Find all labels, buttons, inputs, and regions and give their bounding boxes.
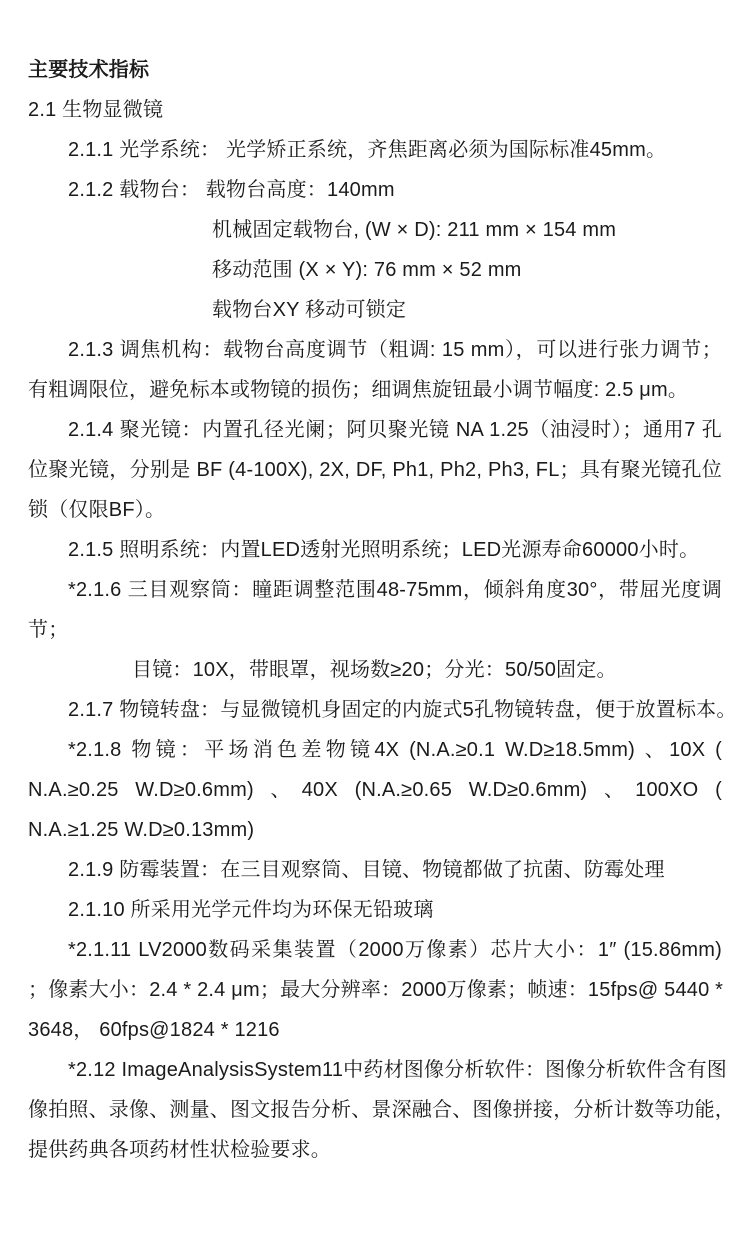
spec-item-2-12 (28, 1050, 735, 1170)
spec-item-2-1-9 (28, 850, 722, 890)
spec-line: 节； (28, 619, 69, 641)
spec-item-2-1-6 (28, 570, 722, 690)
doc-title: 主要技术指标 (28, 59, 150, 81)
spec-item-2-1-7 (28, 690, 737, 730)
spec-line: *2.12 ImageAnalysisSystem11中药材图像分析软件：图像分析软件含有图 (68, 1059, 727, 1081)
spec-line: 2.1.3 调焦机构：载物台高度调节（粗调: 15 mm），可以进行张力调节； (68, 339, 722, 361)
spec-line: 2.1.1 光学系统： 光学矫正系统，齐焦距离必须为国际标准45mm。 (68, 139, 667, 161)
spec-line: N.A.≥1.25 W.D≥0.13mm) (28, 819, 255, 841)
spec-line: 移动范围 (X × Y): 76 mm × 52 mm (212, 259, 522, 281)
spec-line: *2.1.6 三目观察筒：瞳距调整范围48-75mm，倾斜角度30°，带屈光度调 (68, 579, 722, 601)
spec-item-2-1-10 (28, 890, 722, 930)
spec-line: 有粗调限位，避免标本或物镜的损伤；细调焦旋钮最小调节幅度: 2.5 μm。 (28, 379, 689, 401)
spec-item-2-1-3 (28, 330, 722, 410)
spec-line: N.A.≥0.25 W.D≥0.6mm) 、40X (N.A.≥0.65 W.D≥0.6mm) 、100XO ( (28, 779, 722, 801)
spec-line: 2.1.4 聚光镜：内置孔径光阑；阿贝聚光镜 NA 1.25（油浸时）；通用7 孔 (68, 419, 722, 441)
spec-line: 2.1.10 所采用光学元件均为环保无铅玻璃 (68, 899, 434, 921)
spec-item-2-1-2 (28, 170, 722, 330)
spec-line: ；像素大小：2.4 * 2.4 μm；最大分辨率：2000万像素；帧速：15fps@ 5440 * (28, 979, 724, 1001)
spec-line: 2.1.9 防霉装置：在三目观察筒、目镜、物镜都做了抗菌、防霉处理 (68, 859, 665, 881)
spec-line: 2.1.2 载物台： 载物台高度：140mm (68, 179, 395, 201)
spec-line: *2.1.11 LV2000数码采集装置（2000万像素）芯片大小：1″ (15.86mm) (68, 939, 722, 961)
spec-line: 锁（仅限BF）。 (28, 499, 166, 521)
spec-line: 2.1.5 照明系统：内置LED透射光照明系统；LED光源寿命60000小时。 (68, 539, 700, 561)
spec-line: *2.1.8 物镜：平场消色差物镜4X (N.A.≥0.1 W.D≥18.5mm) 、10X ( (68, 739, 722, 761)
spec-line: 载物台XY 移动可锁定 (212, 299, 407, 321)
spec-line: 像拍照、录像、测量、图文报告分析、景深融合、图像拼接，分析计数等功能， (28, 1099, 735, 1121)
spec-line: 提供药典各项药材性状检验要求。 (28, 1139, 331, 1161)
spec-line: 目镜：10X，带眼罩，视场数≥20；分光：50/50固定。 (132, 659, 617, 681)
spec-line: 机械固定载物台, (W × D): 211 mm × 154 mm (212, 219, 617, 241)
section-heading-2-1: 2.1 生物显微镜 (28, 99, 164, 121)
spec-item-2-1-11 (28, 930, 722, 1050)
spec-item-2-1-4 (28, 410, 722, 530)
spec-item-2-1-1 (28, 130, 722, 170)
spec-item-2-1-8 (28, 730, 722, 850)
spec-line: 位聚光镜，分别是 BF (4-100X), 2X, DF, Ph1, Ph2, Ph3, FL；具有聚光镜孔位 (28, 459, 722, 481)
spec-item-2-1-5 (28, 530, 722, 570)
spec-line: 2.1.7 物镜转盘：与显微镜机身固定的内旋式5孔物镜转盘，便于放置标本。 (68, 699, 737, 721)
spec-line: 3648， 60fps@1824 * 1216 (28, 1019, 280, 1041)
